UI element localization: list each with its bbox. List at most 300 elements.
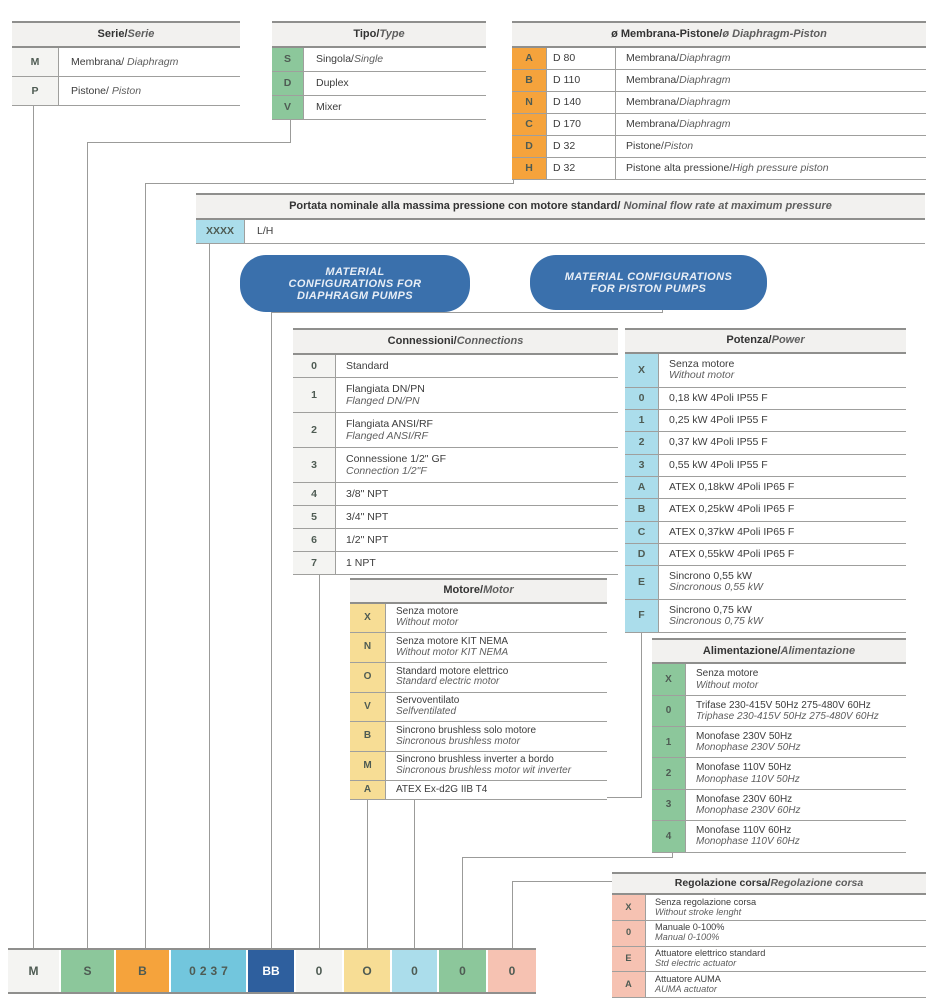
connessioni-row-3 bbox=[293, 448, 618, 483]
row-text-line bbox=[696, 731, 896, 742]
potenza-row-F bbox=[625, 600, 906, 634]
text-english: Piston bbox=[663, 140, 694, 153]
connector-line bbox=[462, 857, 673, 858]
row-text-line bbox=[346, 453, 608, 465]
text-english: Std electric actuator bbox=[655, 957, 737, 968]
row-text-line bbox=[626, 162, 916, 174]
regolazione-key-E: E bbox=[612, 947, 646, 972]
code-box-8: 0 bbox=[392, 950, 437, 992]
row-text-line bbox=[696, 762, 896, 773]
text-english: Power bbox=[771, 334, 805, 346]
potenza-row-B bbox=[625, 499, 906, 521]
motore-row-B bbox=[350, 722, 607, 752]
alimentazione-row-0 bbox=[652, 696, 906, 727]
text-italian: Membrana/ bbox=[71, 55, 128, 68]
text-english: Sincronous brushless motor bbox=[396, 735, 520, 747]
connessioni-row-5 bbox=[293, 506, 618, 529]
text-english: Flanged DN/PN bbox=[346, 394, 420, 407]
text-english: Monophase 230V 60Hz bbox=[696, 805, 801, 816]
connessioni-key-2: 2 bbox=[293, 413, 336, 447]
row-text-line bbox=[396, 707, 597, 718]
membrana-desc-A bbox=[616, 48, 926, 69]
code-box-9: 0 bbox=[439, 950, 486, 992]
tipo-desc-D bbox=[304, 72, 486, 95]
connessioni-row-6 bbox=[293, 529, 618, 552]
alimentazione-key-X: X bbox=[652, 664, 686, 694]
tipo-row-S bbox=[272, 48, 486, 72]
connessioni-row-1 bbox=[293, 378, 618, 413]
text-english: Regolazione corsa bbox=[770, 877, 864, 889]
row-text-line bbox=[198, 200, 923, 213]
table-tipo bbox=[272, 21, 486, 120]
membrana-row-C bbox=[512, 114, 926, 136]
alimentazione-key-1: 1 bbox=[652, 727, 686, 757]
text-italian: Serie/ bbox=[97, 28, 128, 40]
membrana-size-N: D 140 bbox=[547, 92, 616, 113]
connessioni-row-4 bbox=[293, 483, 618, 506]
connector-line bbox=[512, 881, 612, 882]
potenza-desc-1 bbox=[659, 410, 906, 431]
tipo-row-V bbox=[272, 96, 486, 120]
alimentazione-row-3 bbox=[652, 790, 906, 821]
text-english: Without motor bbox=[396, 617, 459, 629]
connector-line bbox=[271, 312, 662, 313]
membrana-desc-N bbox=[616, 92, 926, 113]
alimentazione-row-2 bbox=[652, 758, 906, 789]
text-english: Without stroke lenght bbox=[655, 906, 742, 917]
text-english: Motor bbox=[483, 584, 514, 596]
connector-line bbox=[145, 183, 146, 948]
membrana-key-N: N bbox=[512, 92, 547, 113]
alimentazione-desc-X bbox=[686, 664, 906, 694]
text-italian: Sincrono 0,75 kW bbox=[669, 603, 752, 616]
text-english: Without motor bbox=[696, 679, 759, 691]
row-text-line bbox=[627, 335, 904, 347]
text-italian: Alimentazione/ bbox=[702, 645, 781, 657]
table-serie bbox=[12, 21, 240, 106]
membrana-key-H: H bbox=[512, 158, 547, 179]
membrana-size-B: D 110 bbox=[547, 70, 616, 91]
row-text-line bbox=[669, 549, 896, 560]
connector-line bbox=[145, 183, 514, 184]
alimentazione-desc-1 bbox=[686, 727, 906, 757]
text-english: Sincronous brushless motor wit inverter bbox=[396, 765, 572, 777]
potenza-key-3: 3 bbox=[625, 455, 659, 476]
membrana-key-C: C bbox=[512, 114, 547, 135]
potenza-row-0 bbox=[625, 388, 906, 410]
code-box-4: 0237 bbox=[171, 950, 246, 992]
text-italian: Flangiata DN/PN bbox=[346, 382, 425, 395]
connessioni-key-4: 4 bbox=[293, 483, 336, 505]
text-english: Piston bbox=[111, 84, 142, 97]
row-text-line bbox=[396, 677, 597, 688]
alimentazione-header bbox=[652, 638, 906, 664]
text-english: Single bbox=[353, 53, 384, 66]
code-box-5: BB bbox=[248, 950, 294, 992]
serie-key-P: P bbox=[12, 77, 59, 105]
row-text-line bbox=[396, 737, 597, 748]
potenza-key-E: E bbox=[625, 566, 659, 599]
connessioni-desc-2 bbox=[336, 413, 618, 447]
regolazione-row-0 bbox=[612, 921, 926, 947]
connessioni-desc-5 bbox=[336, 506, 618, 528]
badge-text-line: CONFIGURATIONS FOR bbox=[288, 277, 422, 290]
text-english: Sincronous 0,75 kW bbox=[669, 615, 763, 628]
connector-line bbox=[271, 312, 272, 948]
motore-row-N bbox=[350, 633, 607, 663]
row-text-line bbox=[316, 77, 474, 89]
text-italian: Connessioni/ bbox=[387, 335, 457, 347]
text-italian: 1 NPT bbox=[346, 557, 376, 570]
text-english: Alimentazione bbox=[780, 645, 856, 657]
text-italian: Regolazione corsa/ bbox=[674, 877, 771, 889]
text-italian: Membrana/ bbox=[626, 74, 680, 87]
tipo-desc-V bbox=[304, 96, 486, 119]
text-english: Flanged ANSI/RF bbox=[346, 429, 428, 442]
connector-line bbox=[87, 142, 88, 948]
text-italian: Monofase 110V 60Hz bbox=[696, 825, 792, 837]
motore-desc-O bbox=[386, 663, 607, 692]
code-box-7: O bbox=[344, 950, 390, 992]
motore-desc-X bbox=[386, 604, 607, 633]
connector-line bbox=[512, 881, 513, 948]
text-italian: 0,25 kW 4Poli IP55 F bbox=[669, 413, 768, 426]
membrana-desc-H bbox=[616, 158, 926, 179]
text-italian: L/H bbox=[257, 225, 274, 238]
text-italian: ATEX 0,55kW 4Poli IP65 F bbox=[669, 547, 795, 560]
motore-header bbox=[350, 578, 607, 604]
alimentazione-key-2: 2 bbox=[652, 758, 686, 788]
portata-row-XXXX bbox=[196, 220, 925, 244]
text-italian: ATEX 0,18kW 4Poli IP65 F bbox=[669, 480, 795, 493]
row-text-line bbox=[669, 527, 896, 538]
text-italian: Senza motore bbox=[396, 606, 459, 618]
row-text-line bbox=[614, 878, 924, 889]
material-config-diaphragm-badge bbox=[240, 255, 470, 312]
potenza-row-A bbox=[625, 477, 906, 499]
connector-line bbox=[87, 142, 291, 143]
row-text-line bbox=[696, 668, 896, 679]
row-text-line bbox=[669, 460, 896, 471]
serie-desc-M bbox=[59, 48, 240, 76]
row-text-line bbox=[696, 774, 896, 785]
membrana-key-B: B bbox=[512, 70, 547, 91]
alimentazione-row-X bbox=[652, 664, 906, 695]
potenza-key-1: 1 bbox=[625, 410, 659, 431]
connector-line bbox=[414, 797, 415, 948]
text-italian: Manuale 0-100% bbox=[655, 922, 725, 933]
alimentazione-desc-0 bbox=[686, 696, 906, 726]
text-italian: 0,18 kW 4Poli IP55 F bbox=[669, 391, 768, 404]
potenza-key-B: B bbox=[625, 499, 659, 520]
text-english: Monophase 230V 50Hz bbox=[696, 742, 801, 754]
motore-key-O: O bbox=[350, 663, 386, 692]
tipo-key-D: D bbox=[272, 72, 304, 95]
text-italian: Membrana/ bbox=[626, 96, 680, 109]
row-text-line bbox=[655, 933, 917, 943]
row-text-line bbox=[316, 53, 474, 65]
text-italian: ATEX 0,37kW 4Poli IP65 F bbox=[669, 525, 795, 538]
table-regolazione bbox=[612, 872, 926, 998]
text-english: Manual 0-100% bbox=[655, 932, 720, 943]
connessioni-desc-4 bbox=[336, 483, 618, 505]
text-italian: Monofase 110V 50Hz bbox=[696, 762, 792, 774]
text-english: Diaphragm bbox=[679, 96, 731, 109]
row-text-line bbox=[696, 805, 896, 816]
row-text-line bbox=[295, 335, 616, 348]
potenza-desc-A bbox=[659, 477, 906, 498]
text-italian: Potenza/ bbox=[726, 334, 772, 346]
table-motore bbox=[350, 578, 607, 800]
text-english: Diaphragm bbox=[679, 74, 731, 87]
potenza-key-X: X bbox=[625, 354, 659, 387]
text-italian: Sincrono 0,55 kW bbox=[669, 570, 752, 583]
serie-header bbox=[12, 21, 240, 48]
row-text-line bbox=[669, 482, 896, 493]
regolazione-key-0: 0 bbox=[612, 921, 646, 946]
connessioni-desc-6 bbox=[336, 529, 618, 551]
row-text-line bbox=[655, 985, 917, 995]
text-italian: Mixer bbox=[316, 101, 342, 114]
row-text-line bbox=[257, 225, 913, 237]
row-text-line bbox=[669, 415, 896, 426]
membrana-size-D: D 32 bbox=[547, 136, 616, 157]
connessioni-row-0 bbox=[293, 355, 618, 378]
row-text-line bbox=[669, 616, 896, 627]
serie-row-M bbox=[12, 48, 240, 77]
motore-row-M bbox=[350, 752, 607, 782]
row-text-line bbox=[696, 825, 896, 836]
potenza-desc-F bbox=[659, 600, 906, 633]
membrana-key-D: D bbox=[512, 136, 547, 157]
row-text-line bbox=[346, 534, 608, 546]
text-italian: Tipo/ bbox=[353, 28, 380, 40]
potenza-key-F: F bbox=[625, 600, 659, 633]
regolazione-key-X: X bbox=[612, 895, 646, 920]
regolazione-desc-E bbox=[646, 947, 926, 972]
text-italian: Pistone alta pressione/ bbox=[626, 162, 733, 175]
potenza-key-C: C bbox=[625, 522, 659, 543]
row-text-line bbox=[669, 504, 896, 515]
tipo-key-S: S bbox=[272, 48, 304, 71]
regolazione-row-E bbox=[612, 947, 926, 973]
table-potenza bbox=[625, 328, 906, 633]
membrana-row-B bbox=[512, 70, 926, 92]
row-text-line bbox=[669, 393, 896, 404]
regolazione-desc-A bbox=[646, 972, 926, 997]
row-text-line bbox=[514, 28, 924, 41]
regolazione-header bbox=[612, 872, 926, 895]
motore-desc-A bbox=[386, 781, 607, 799]
row-text-line bbox=[654, 645, 904, 657]
membrana-desc-B bbox=[616, 70, 926, 91]
motore-key-N: N bbox=[350, 633, 386, 662]
connessioni-header bbox=[293, 328, 618, 355]
connessioni-key-5: 5 bbox=[293, 506, 336, 528]
text-italian: Pistone/ bbox=[71, 84, 112, 97]
row-text-line bbox=[396, 766, 597, 777]
alimentazione-key-3: 3 bbox=[652, 790, 686, 820]
membrana-size-H: D 32 bbox=[547, 158, 616, 179]
alimentazione-key-0: 0 bbox=[652, 696, 686, 726]
text-english: Diaphragm bbox=[679, 118, 731, 131]
row-text-line bbox=[346, 488, 608, 500]
row-text-line bbox=[346, 430, 608, 442]
potenza-row-3 bbox=[625, 455, 906, 477]
code-box-1: M bbox=[8, 950, 59, 992]
potenza-header bbox=[625, 328, 906, 354]
row-text-line bbox=[696, 700, 896, 711]
text-italian: Motore/ bbox=[443, 584, 484, 596]
potenza-desc-2 bbox=[659, 432, 906, 453]
portata-desc-XXXX bbox=[245, 220, 925, 243]
row-text-line bbox=[669, 370, 896, 381]
text-italian: ATEX 0,25kW 4Poli IP65 F bbox=[669, 503, 795, 516]
alimentazione-desc-4 bbox=[686, 821, 906, 851]
table-portata bbox=[196, 193, 925, 244]
membrana-row-N bbox=[512, 92, 926, 114]
badge-text-line: DIAPHRAGM PUMPS bbox=[296, 289, 413, 302]
row-text-line bbox=[696, 680, 896, 691]
serie-key-M: M bbox=[12, 48, 59, 76]
row-text-line bbox=[626, 140, 916, 152]
code-box-2: S bbox=[61, 950, 114, 992]
connessioni-key-7: 7 bbox=[293, 552, 336, 574]
badge-text-line: MATERIAL CONFIGURATIONS bbox=[564, 270, 733, 283]
text-italian: Duplex bbox=[316, 77, 349, 90]
badge-text-line: MATERIAL bbox=[325, 265, 385, 278]
connessioni-row-2 bbox=[293, 413, 618, 448]
serie-row-P bbox=[12, 77, 240, 106]
row-text-line bbox=[696, 711, 896, 722]
row-text-line bbox=[696, 794, 896, 805]
serie-desc-P bbox=[59, 77, 240, 105]
motore-key-B: B bbox=[350, 722, 386, 751]
model-code-row bbox=[8, 948, 536, 994]
row-text-line bbox=[626, 74, 916, 86]
row-text-line bbox=[396, 785, 597, 796]
text-italian: 0,55 kW 4Poli IP55 F bbox=[669, 458, 768, 471]
text-italian: 0,37 kW 4Poli IP55 F bbox=[669, 436, 768, 449]
potenza-row-C bbox=[625, 522, 906, 544]
alimentazione-row-4 bbox=[652, 821, 906, 852]
motore-desc-M bbox=[386, 752, 607, 781]
membrana-header bbox=[512, 21, 926, 48]
potenza-desc-X bbox=[659, 354, 906, 387]
text-italian: Connessione 1/2" GF bbox=[346, 452, 447, 465]
connessioni-key-0: 0 bbox=[293, 355, 336, 377]
connessioni-key-6: 6 bbox=[293, 529, 336, 551]
potenza-desc-3 bbox=[659, 455, 906, 476]
row-text-line bbox=[655, 908, 917, 918]
text-italian: Senza motore bbox=[696, 668, 759, 680]
code-box-10: 0 bbox=[488, 950, 536, 992]
connector-line bbox=[209, 240, 210, 948]
text-italian: 1/2" NPT bbox=[346, 534, 389, 547]
text-italian: Pistone/ bbox=[626, 140, 664, 153]
potenza-desc-B bbox=[659, 499, 906, 520]
row-text-line bbox=[274, 28, 484, 41]
membrana-size-A: D 80 bbox=[547, 48, 616, 69]
motore-row-O bbox=[350, 663, 607, 693]
text-english: Nominal flow rate at maximum pressure bbox=[623, 200, 832, 212]
potenza-desc-0 bbox=[659, 388, 906, 409]
text-english: Connections bbox=[456, 335, 524, 347]
potenza-row-E bbox=[625, 566, 906, 600]
text-italian: ø Membrana-Pistone/ bbox=[611, 28, 723, 40]
portata-key-XXXX: XXXX bbox=[196, 220, 245, 243]
row-text-line bbox=[669, 437, 896, 448]
row-text-line bbox=[346, 383, 608, 395]
tipo-key-V: V bbox=[272, 96, 304, 119]
connector-line bbox=[462, 857, 463, 948]
row-text-line bbox=[626, 118, 916, 130]
text-italian: Sincrono brushless inverter a bordo bbox=[396, 754, 554, 766]
text-italian: Trifase 230-415V 50Hz 275-480V 60Hz bbox=[696, 699, 871, 711]
text-english: Standard electric motor bbox=[396, 676, 500, 688]
potenza-key-D: D bbox=[625, 544, 659, 565]
row-text-line bbox=[346, 511, 608, 523]
row-text-line bbox=[316, 101, 474, 113]
row-text-line bbox=[696, 742, 896, 753]
row-text-line bbox=[696, 836, 896, 847]
text-english: Without motor KIT NEMA bbox=[396, 646, 509, 658]
potenza-desc-D bbox=[659, 544, 906, 565]
connessioni-key-1: 1 bbox=[293, 378, 336, 412]
material-config-piston-badge bbox=[530, 255, 767, 310]
text-english: Without motor bbox=[669, 369, 735, 382]
membrana-row-A bbox=[512, 48, 926, 70]
alimentazione-key-4: 4 bbox=[652, 821, 686, 851]
motore-key-V: V bbox=[350, 693, 386, 722]
text-italian: Sincrono brushless solo motore bbox=[396, 724, 537, 736]
potenza-desc-C bbox=[659, 522, 906, 543]
regolazione-row-X bbox=[612, 895, 926, 921]
connector-line bbox=[319, 562, 320, 948]
text-italian: Portata nominale alla massima pressione con motore standard/ bbox=[289, 200, 624, 212]
motore-desc-N bbox=[386, 633, 607, 662]
code-box-6: 0 bbox=[296, 950, 342, 992]
text-italian: Membrana/ bbox=[626, 52, 680, 65]
table-membrana bbox=[512, 21, 926, 180]
row-text-line bbox=[346, 395, 608, 407]
table-connessioni bbox=[293, 328, 618, 575]
portata-header bbox=[196, 193, 925, 220]
text-english: Monophase 110V 60Hz bbox=[696, 836, 800, 848]
text-english: Monophase 110V 50Hz bbox=[696, 773, 800, 785]
connessioni-desc-3 bbox=[336, 448, 618, 482]
connessioni-desc-0 bbox=[336, 355, 618, 377]
text-italian: Attuatore AUMA bbox=[655, 973, 721, 984]
text-italian: Senza motore bbox=[669, 357, 735, 370]
row-text-line bbox=[669, 582, 896, 593]
membrana-desc-C bbox=[616, 114, 926, 135]
potenza-key-A: A bbox=[625, 477, 659, 498]
connessioni-row-7 bbox=[293, 552, 618, 575]
text-italian: Servoventilato bbox=[396, 695, 460, 707]
potenza-row-2 bbox=[625, 432, 906, 454]
connector-line bbox=[33, 100, 34, 948]
potenza-row-D bbox=[625, 544, 906, 566]
text-italian: Standard bbox=[346, 359, 389, 372]
row-text-line bbox=[346, 465, 608, 477]
text-italian: Monofase 230V 50Hz bbox=[696, 731, 793, 743]
potenza-key-0: 0 bbox=[625, 388, 659, 409]
text-english: Triphase 230-415V 50Hz 275-480V 60Hz bbox=[696, 710, 879, 722]
row-text-line bbox=[71, 56, 228, 68]
text-english: Diaphragm bbox=[127, 55, 179, 68]
motore-key-A: A bbox=[350, 781, 386, 799]
